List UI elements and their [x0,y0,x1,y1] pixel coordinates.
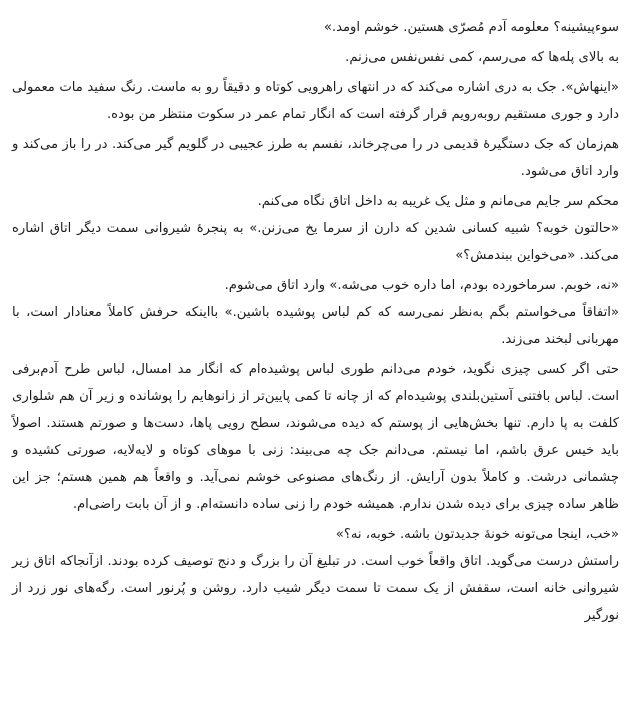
paragraph-3: «اینهاش». جک به دری اشاره می‌کند که در انتهای راهرویی کوتاه و دقیقاً رو به ماست. رنگ سفید مات معمولی دارد و جوری مستقیم روبه‌رویم قرار گرفته است که انگار تمام عمر در سکوت منتظر من بوده. [12,80,619,122]
paragraph-5: محکم سر جایم می‌مانم و مثل یک غریبه به داخل اتاق نگاه می‌کنم. [257,194,619,209]
paragraph-2: به بالای پله‌ها که می‌رسم، کمی نفس‌نفس می‌زنم. [345,50,619,65]
paragraph-1: سوءپیشینه؟ معلومه آدم مُصرّی هستین. خوشم اومد.» [323,20,619,35]
paragraph-10: «خب، اینجا می‌تونه خونهٔ جدیدتون باشه. خوبه، نه؟» [335,527,619,542]
paragraph-4: هم‌زمان که جک دستگیرهٔ قدیمی در را می‌چرخاند، نفسم به طرز عجیبی در گلویم گیر می‌کند. در را باز می‌کند و وارد اتاق می‌شود. [12,137,619,179]
paragraph-9: حتی اگر کسی چیزی نگوید، خودم می‌دانم طوری لباس پوشیده‌ام که انگار مد امسال، لباس طرح آدم‌برفی است. لباس بافتنی آستین‌بلندی پوشیده‌ام که از چانه تا کمی پایین‌تر از زانوهایم را پوشانده و زیر آن هم شلواری کلفت به پا دارم. تنها بخش‌هایی از پوستم که دیده می‌شوند، سطح رویی پاها، دست‌ها و صورتم هستند. اصولاً باید خیس عرق باشم، اما نیستم. می‌دانم جک چه می‌بیند: زنی با موهای کوتاه و لایه‌لایه، صورتی کشیده و چشمانی درشت. و کاملاً بدون آرایش. از رنگ‌های مصنوعی خوشم نمی‌آید. و واقعاً هم همین هستم؛ جز این ظاهر ساده چیزی برای دیده شدن ندارم. همیشه خودم را زنی ساده دانسته‌ام. و از آن بابت راضی‌ام. [12,362,619,512]
paragraph-8: «اتفاقاً می‌خواستم بگم به‌نظر نمی‌رسه که کم لباس پوشیده باشین.» بااینکه حرفش کاملاً معنادار است، با مهربانی لبخند می‌زند. [12,305,619,347]
paragraph-6: «حالتون خوبه؟ شبیه کسانی شدین که دارن از سرما یخ می‌زنن.» به پنجرهٔ شیروانی سمت دیگر اتاق اشاره می‌کند. «می‌خواین ببندمش؟» [12,221,619,263]
paragraph-7: «نه، خوبم. سرماخورده بودم، اما داره خوب می‌شه.» وارد اتاق می‌شوم. [224,278,619,293]
paragraph-11: راستش درست می‌گوید. اتاق واقعاً خوب است. در تبلیغ آن را بزرگ و دنج توصیف کرده بودند. ازآنجاکه اتاق زیر شیروانی خانه است، سقفش از یک سمت تا سمت دیگر شیب دارد. روشن و پُرنور است. رگه‌های نور زرد از نورگیر [12,554,619,623]
